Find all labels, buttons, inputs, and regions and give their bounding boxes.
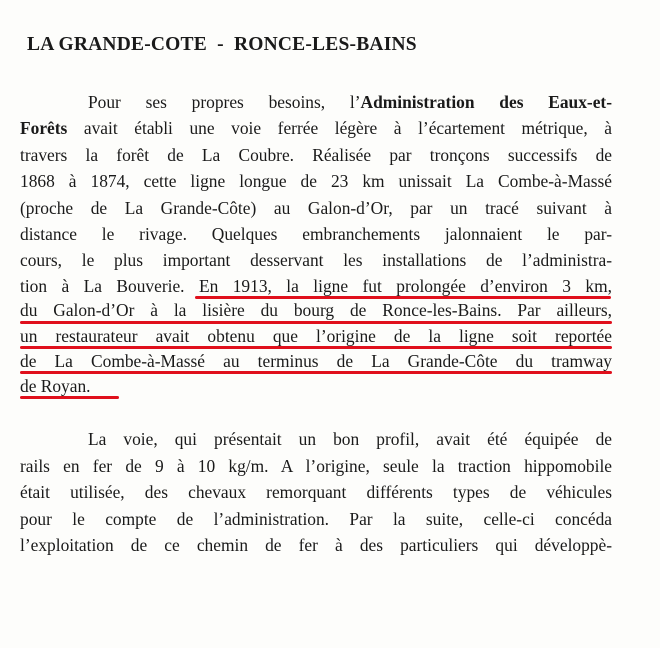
text-line: (proche de La Grande-Côte) au Galon-d’Or, par un tracé suivant à — [20, 198, 612, 218]
text-fragment: Pour ses propres besoins, l’ — [88, 92, 361, 112]
underline-mark — [20, 396, 119, 399]
text-line: un restaurateur avait obtenu que l’origine de la ligne soit reportée — [20, 326, 612, 346]
underline-mark — [20, 346, 612, 349]
text-line: tion à La Bouverie. En 1913, la ligne fut prolongée d’environ 3 km, — [20, 276, 612, 296]
text-line: rails en fer de 9 à 10 kg/m. A l’origine, seule la traction hippomobile — [20, 456, 612, 476]
text-line: 1868 à 1874, cette ligne longue de 23 km unissait La Combe-à-Massé — [20, 171, 612, 191]
text-line — [88, 92, 612, 114]
text-line: pour le compte de l’administration. Par la suite, celle-ci concéda — [20, 509, 612, 529]
bold-text: Administration des Eaux-et- — [360, 92, 612, 112]
underline-mark — [20, 371, 612, 374]
text-line: cours, le plus important desservant les installations de l’administra- — [20, 250, 612, 270]
text-line: distance le rivage. Quelques embranchements jalonnaient le par- — [20, 224, 612, 244]
text-line: La voie, qui présentait un bon profil, avait été équipée de — [88, 429, 612, 449]
text-line: l’exploitation de ce chemin de fer à des particuliers qui développè- — [20, 535, 612, 555]
page-title: LA GRANDE-COTE - RONCE-LES-BAINS — [27, 34, 417, 55]
text-line: travers la forêt de La Coubre. Réalisée par tronçons successifs de — [20, 145, 612, 165]
text-line: était utilisée, des chevaux remorquant différents types de véhicules — [20, 482, 612, 502]
text-line: du Galon-d’Or à la lisière du bourg de Ronce-les-Bains. Par ailleurs, — [20, 300, 612, 320]
text-line — [20, 118, 612, 140]
underline-mark — [20, 321, 612, 324]
text-fragment: avait établi une voie ferrée légère à l’écartement métrique, à — [67, 118, 612, 138]
bold-text: Forêts — [20, 118, 68, 138]
underline-mark — [195, 296, 611, 299]
text-line: de Royan. — [20, 376, 91, 396]
text-line: de La Combe-à-Massé au terminus de La Grande-Côte du tramway — [20, 351, 612, 371]
